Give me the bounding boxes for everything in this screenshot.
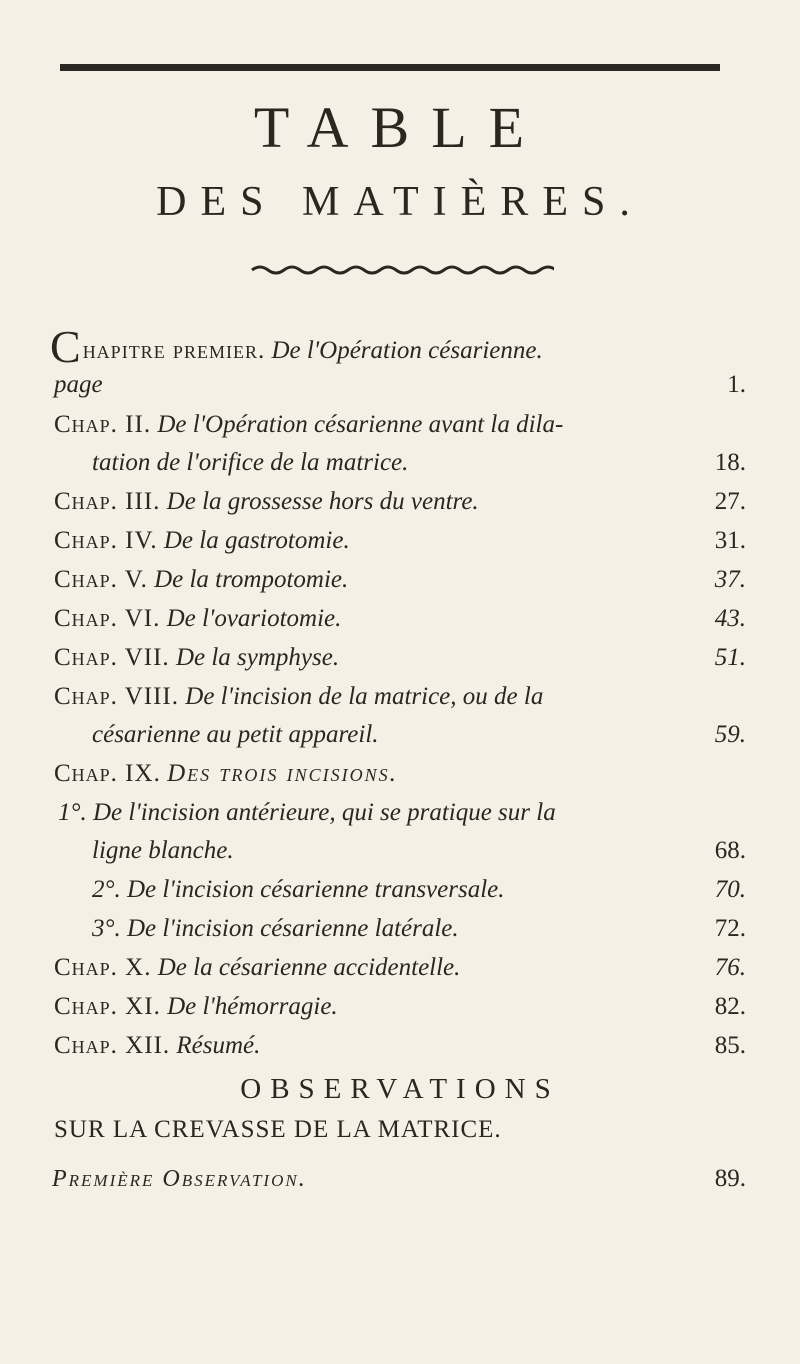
toc-entry-4: [54, 526, 350, 556]
entry-page: 70.: [714, 876, 746, 903]
toc-entry-9: [54, 759, 398, 789]
entry-prefix: 2°.: [92, 876, 121, 903]
entry-page: 18.: [714, 449, 746, 476]
entry-page: 37.: [714, 566, 746, 593]
entry-title: De la césarienne accidentelle.: [157, 954, 461, 981]
page-subtitle: DES MATIÈRES.: [156, 179, 644, 225]
entry-title: De l'incision césarienne transversale.: [127, 876, 505, 903]
entry-prefix: Chap. IV.: [54, 527, 158, 554]
first-observation-label: Première Observation.: [52, 1166, 307, 1192]
toc-entry-14: [54, 992, 338, 1022]
entry-page: 85.: [714, 1032, 746, 1059]
toc-entry-6: [54, 604, 341, 634]
entry-title: De l'incision de la matrice, ou de la: [185, 683, 544, 710]
entry-page: 59.: [714, 721, 746, 748]
entry-page: 72.: [714, 915, 746, 942]
entry-title: De l'ovariotomie.: [166, 605, 342, 632]
entry-continuation: césarienne au petit appareil.: [92, 721, 379, 748]
ornament-divider: [250, 264, 554, 276]
entry-title: Des trois incisions.: [167, 760, 398, 787]
entry-page: 31.: [714, 527, 746, 554]
entry-prefix: 1°.: [58, 799, 87, 826]
entry-prefix: Chap. X.: [54, 954, 152, 981]
entry-prefix: Chap. II.: [54, 411, 152, 438]
entry-continuation: ligne blanche.: [92, 837, 234, 864]
toc-entry-3: [54, 487, 479, 517]
entry-continuation: tation de l'orifice de la matrice.: [92, 449, 409, 476]
entry-prefix: 3°.: [92, 915, 121, 942]
toc-entry-11: [92, 875, 505, 905]
toc-entry-2: [54, 410, 563, 440]
entry-title: De la symphyse.: [175, 644, 340, 671]
toc-entry-13: [54, 953, 460, 983]
entry-prefix: Chap. VII.: [54, 644, 170, 671]
entry-title: De l'Opération césarienne avant la dila-: [157, 411, 564, 438]
entry-prefix: Chap. III.: [54, 488, 161, 515]
entry-title: De la trompotomie.: [154, 566, 349, 593]
toc-entry-10: [58, 798, 556, 828]
toc-entry-15: [54, 1031, 260, 1061]
observations-heading: OBSERVATIONS: [240, 1073, 560, 1105]
entry-prefix: Chap. V.: [54, 566, 148, 593]
entry-title: Résumé.: [176, 1032, 261, 1059]
entry-title: De l'hémorragie.: [167, 993, 338, 1020]
entry-page: 43.: [714, 605, 746, 632]
entry-title: De l'incision antérieure, qui se pratique sur la: [93, 799, 556, 826]
entry-prefix: Chap. VI.: [54, 605, 161, 632]
toc-entry-5: [54, 565, 348, 595]
observations-subheading: SUR LA CREVASSE DE LA MATRICE.: [54, 1116, 502, 1143]
entry-title: De l'incision césarienne latérale.: [127, 915, 459, 942]
entry-title: De la grossesse hors du ventre.: [166, 488, 479, 515]
entry-page: 82.: [714, 993, 746, 1020]
entry-page: 68.: [714, 837, 746, 864]
toc-entry-7: [54, 643, 339, 673]
entry-prefix: hapitre premier.: [82, 337, 266, 364]
entry-continuation: page: [54, 371, 103, 398]
entry-page: 51.: [714, 644, 746, 671]
entry-page: 27.: [714, 488, 746, 515]
entry-prefix: Chap. VIII.: [54, 683, 180, 710]
entry-title: De la gastrotomie.: [163, 527, 350, 554]
drop-cap: C: [50, 321, 82, 372]
entry-prefix: Chap. XI.: [54, 993, 161, 1020]
entry-page: 76.: [714, 954, 746, 981]
entry-prefix: Chap. XII.: [54, 1032, 171, 1059]
toc-entry-1: [50, 321, 543, 372]
toc-entry-12: [92, 914, 459, 944]
entry-title: De l'Opération césarienne.: [271, 337, 543, 364]
entry-page: 1.: [727, 371, 746, 398]
first-observation-page: 89.: [714, 1165, 746, 1192]
top-rule: [60, 64, 720, 71]
toc-entry-8: [54, 682, 543, 712]
page-title: TABLE: [253, 95, 547, 160]
entry-prefix: Chap. IX.: [54, 760, 161, 787]
